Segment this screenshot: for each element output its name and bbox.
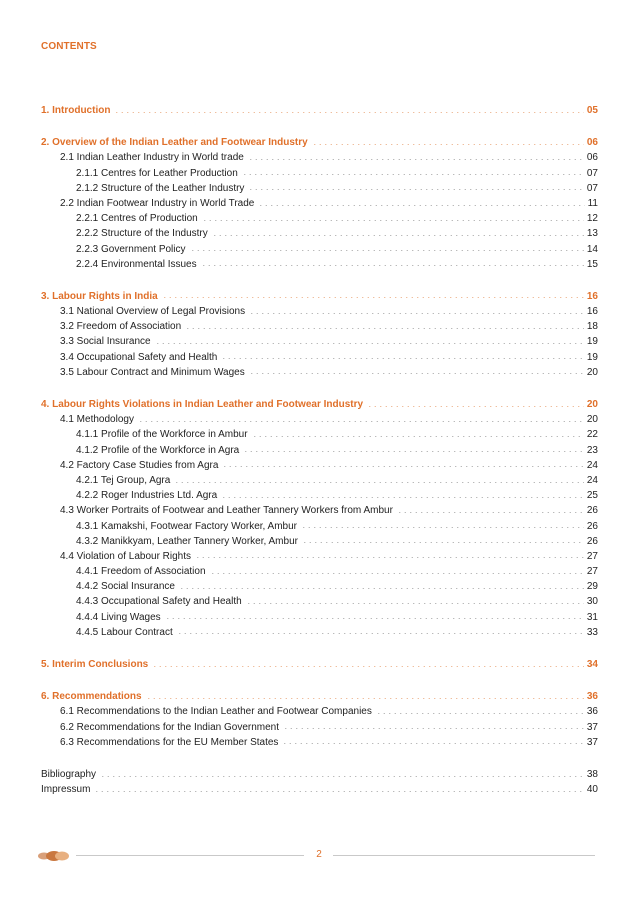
toc-entry-title: Bibliography — [41, 768, 97, 780]
toc-entry-title: 3.4 Occupational Safety and Health — [60, 351, 218, 363]
toc-chapter-entry[interactable] — [41, 689, 598, 704]
toc-entry[interactable] — [41, 720, 598, 735]
dot-leader — [248, 159, 584, 160]
toc-entry[interactable] — [41, 488, 598, 503]
toc-entry-page: 16 — [586, 306, 598, 318]
dot-leader — [367, 406, 584, 407]
toc-section — [41, 767, 598, 797]
toc-entry-title: 4.3 Worker Portraits of Footwear and Leather Tannery Workers from Ambur — [60, 505, 393, 517]
toc-entry[interactable] — [41, 473, 598, 488]
toc-entry-page: 30 — [586, 596, 598, 608]
dot-leader — [201, 265, 584, 266]
dot-leader — [252, 436, 584, 437]
toc-entry-title: 5. Interim Conclusions — [41, 659, 149, 670]
dot-leader — [283, 728, 584, 729]
toc-chapter-entry[interactable] — [41, 289, 598, 304]
toc-entry-title: 2.2.1 Centres of Production — [76, 213, 198, 225]
dot-leader — [221, 497, 584, 498]
dot-leader — [249, 313, 584, 314]
toc-entry[interactable] — [41, 257, 598, 272]
dot-leader — [174, 482, 584, 483]
toc-section — [41, 103, 598, 118]
toc-entry-page: 29 — [586, 581, 598, 593]
dot-leader — [242, 174, 584, 175]
toc-entry-title: 2.1 Indian Leather Industry in World trade — [60, 152, 244, 164]
leather-swatch-logo — [36, 849, 72, 863]
toc-chapter-entry[interactable] — [41, 135, 598, 150]
toc-entry-page: 06 — [586, 152, 598, 164]
toc-entry[interactable] — [41, 564, 598, 579]
toc-entry-page: 27 — [586, 566, 598, 578]
dot-leader — [222, 466, 583, 467]
toc-entry[interactable] — [41, 150, 598, 165]
toc-entry[interactable] — [41, 211, 598, 226]
toc-entry-title: 3. Labour Rights in India — [41, 290, 158, 302]
toc-entry-page: 07 — [586, 182, 598, 194]
dot-leader — [138, 421, 584, 422]
dot-leader — [155, 343, 584, 344]
toc-entry-title: 3.1 National Overview of Legal Provisions — [60, 306, 246, 318]
dot-leader — [185, 328, 584, 329]
dot-leader — [100, 776, 584, 777]
toc-entry-title: 4.2.2 Roger Industries Ltd. Agra — [76, 490, 218, 502]
toc-entry-title: 4.2.1 Tej Group, Agra — [76, 474, 171, 486]
toc-entry[interactable] — [41, 242, 598, 257]
toc-entry-page: 24 — [586, 474, 598, 486]
toc-entry-title: 4.4 Violation of Labour Rights — [60, 550, 192, 562]
toc-entry-title: 4. Labour Rights Violations in Indian Leather and Footwear Industry — [41, 399, 364, 410]
toc-entry-page: 20 — [586, 414, 598, 426]
toc-entry[interactable] — [41, 610, 598, 625]
toc-entry[interactable] — [41, 412, 598, 427]
dot-leader — [221, 358, 584, 359]
toc-entry-page: 07 — [586, 167, 598, 179]
toc-entry-page: 37 — [586, 736, 598, 748]
toc-entry-page: 31 — [586, 611, 598, 623]
toc-entry[interactable] — [41, 625, 598, 640]
toc-section — [41, 289, 598, 380]
footer-rule-right — [333, 855, 595, 856]
toc-entry[interactable] — [41, 767, 598, 782]
dot-leader — [114, 112, 583, 113]
toc-entry-page: 19 — [586, 351, 598, 363]
toc-entry-page: 20 — [586, 366, 598, 378]
toc-entry-page: 36 — [586, 691, 598, 703]
toc-entry-page: 36 — [586, 706, 598, 718]
toc-entry-title: 4.3.2 Manikkyam, Leather Tannery Worker, Ambur — [76, 535, 298, 547]
dot-leader — [212, 235, 584, 236]
dot-leader — [243, 451, 584, 452]
dot-leader — [179, 588, 584, 589]
toc-entry-page: 18 — [586, 321, 598, 333]
dot-leader — [210, 573, 584, 574]
toc-entry[interactable] — [41, 735, 598, 750]
toc-entry-title: 6.2 Recommendations for the Indian Government — [60, 721, 280, 733]
toc-entry-title: 4.3.1 Kamakshi, Footwear Factory Worker, Ambur — [76, 520, 298, 532]
toc-entry-page: 27 — [586, 550, 598, 562]
toc-entry-page: 38 — [586, 768, 598, 780]
toc-entry[interactable] — [41, 166, 598, 181]
toc-entry-page: 23 — [586, 444, 598, 456]
toc-entry-title: 4.4.2 Social Insurance — [76, 581, 175, 593]
dot-leader — [94, 791, 583, 792]
dot-leader — [177, 633, 584, 634]
toc-entry-page: 13 — [586, 228, 598, 240]
toc-chapter-entry[interactable] — [41, 397, 598, 412]
toc-entry-title: 2.2.3 Government Policy — [76, 243, 186, 255]
toc-entry-title: 6.3 Recommendations for the EU Member States — [60, 736, 279, 748]
table-of-contents — [41, 103, 598, 814]
dot-leader — [190, 250, 584, 251]
toc-entry-title: 3.2 Freedom of Association — [60, 321, 182, 333]
toc-entry[interactable] — [41, 196, 598, 211]
dot-leader — [165, 618, 584, 619]
toc-entry-title: 4.1.2 Profile of the Workforce in Agra — [76, 444, 240, 456]
toc-entry-title: 6. Recommendations — [41, 691, 142, 703]
toc-entry-page: 12 — [586, 213, 598, 225]
dot-leader — [258, 205, 584, 206]
toc-entry-page: 24 — [586, 459, 598, 471]
toc-entry-page: 40 — [586, 784, 598, 796]
toc-entry-title: 4.4.4 Living Wages — [76, 611, 161, 623]
toc-entry[interactable] — [41, 503, 598, 518]
toc-section — [41, 397, 598, 640]
toc-entry-title: 2.1.1 Centres for Leather Production — [76, 167, 238, 179]
toc-entry[interactable] — [41, 704, 598, 719]
page-title: CONTENTS — [41, 41, 97, 52]
toc-entry-page: 16 — [586, 290, 598, 302]
toc-entry-page: 11 — [587, 197, 598, 209]
dot-leader — [202, 220, 584, 221]
toc-entry[interactable] — [41, 181, 598, 196]
toc-entry-title: 4.4.3 Occupational Safety and Health — [76, 596, 242, 608]
toc-entry-page: 26 — [586, 505, 598, 517]
toc-entry-title: 1. Introduction — [41, 105, 111, 116]
toc-entry-page: 37 — [586, 721, 598, 733]
dot-leader — [282, 743, 583, 744]
toc-entry-page: 25 — [586, 490, 598, 502]
toc-entry-title: 2.1.2 Structure of the Leather Industry — [76, 182, 245, 194]
toc-entry-page: 34 — [586, 659, 598, 670]
toc-section — [41, 689, 598, 750]
toc-entry-title: 4.4.1 Freedom of Association — [76, 566, 206, 578]
toc-entry-title: 2.2.2 Structure of the Industry — [76, 228, 208, 240]
toc-entry[interactable] — [41, 427, 598, 442]
dot-leader — [301, 527, 584, 528]
toc-section — [41, 135, 598, 272]
toc-entry[interactable] — [41, 549, 598, 564]
toc-entry[interactable] — [41, 226, 598, 241]
dot-leader — [146, 698, 584, 699]
toc-entry-title: 3.5 Labour Contract and Minimum Wages — [60, 366, 245, 378]
toc-entry[interactable] — [41, 334, 598, 349]
dot-leader — [195, 557, 584, 558]
dot-leader — [397, 512, 584, 513]
toc-section — [41, 657, 598, 672]
toc-entry-page: 20 — [586, 399, 598, 410]
dot-leader — [152, 666, 584, 667]
page-number: 2 — [316, 849, 322, 860]
toc-entry-title: 3.3 Social Insurance — [60, 336, 151, 348]
toc-entry-page: 19 — [586, 336, 598, 348]
toc-entry-page: 05 — [586, 105, 598, 116]
toc-entry[interactable] — [41, 782, 598, 797]
dot-leader — [162, 297, 584, 298]
toc-entry[interactable] — [41, 304, 598, 319]
toc-entry-title: 2. Overview of the Indian Leather and Footwear Industry — [41, 137, 308, 149]
toc-entry[interactable] — [41, 534, 598, 549]
toc-entry-page: 33 — [586, 626, 598, 638]
toc-entry-title: 2.2.4 Environmental Issues — [76, 258, 197, 270]
toc-entry-page: 22 — [586, 429, 598, 441]
toc-entry-page: 15 — [586, 258, 598, 270]
toc-entry[interactable] — [41, 579, 598, 594]
dot-leader — [376, 713, 584, 714]
toc-entry[interactable] — [41, 458, 598, 473]
toc-entry[interactable] — [41, 519, 598, 534]
toc-entry[interactable] — [41, 350, 598, 365]
dot-leader — [246, 603, 584, 604]
toc-chapter-entry[interactable] — [41, 103, 598, 118]
dot-leader — [312, 144, 584, 145]
toc-entry-title: 6.1 Recommendations to the Indian Leather and Footwear Companies — [60, 706, 372, 718]
toc-entry-title: 4.2 Factory Case Studies from Agra — [60, 459, 219, 471]
toc-entry-title: Impressum — [41, 784, 91, 796]
toc-entry-title: 4.1.1 Profile of the Workforce in Ambur — [76, 429, 248, 441]
toc-entry[interactable] — [41, 319, 598, 334]
toc-entry[interactable] — [41, 594, 598, 609]
toc-entry[interactable] — [41, 443, 598, 458]
footer-rule-left — [76, 855, 304, 856]
toc-entry-page: 26 — [586, 520, 598, 532]
dot-leader — [248, 189, 583, 190]
toc-entry-title: 2.2 Indian Footwear Industry in World Trade — [60, 197, 255, 209]
toc-entry[interactable] — [41, 365, 598, 380]
toc-entry-page: 06 — [586, 137, 598, 149]
toc-entry-title: 4.4.5 Labour Contract — [76, 626, 173, 638]
toc-entry-page: 14 — [586, 243, 598, 255]
toc-entry-title: 4.1 Methodology — [60, 414, 134, 426]
dot-leader — [302, 542, 584, 543]
toc-entry-page: 26 — [586, 535, 598, 547]
toc-chapter-entry[interactable] — [41, 657, 598, 672]
dot-leader — [249, 373, 584, 374]
